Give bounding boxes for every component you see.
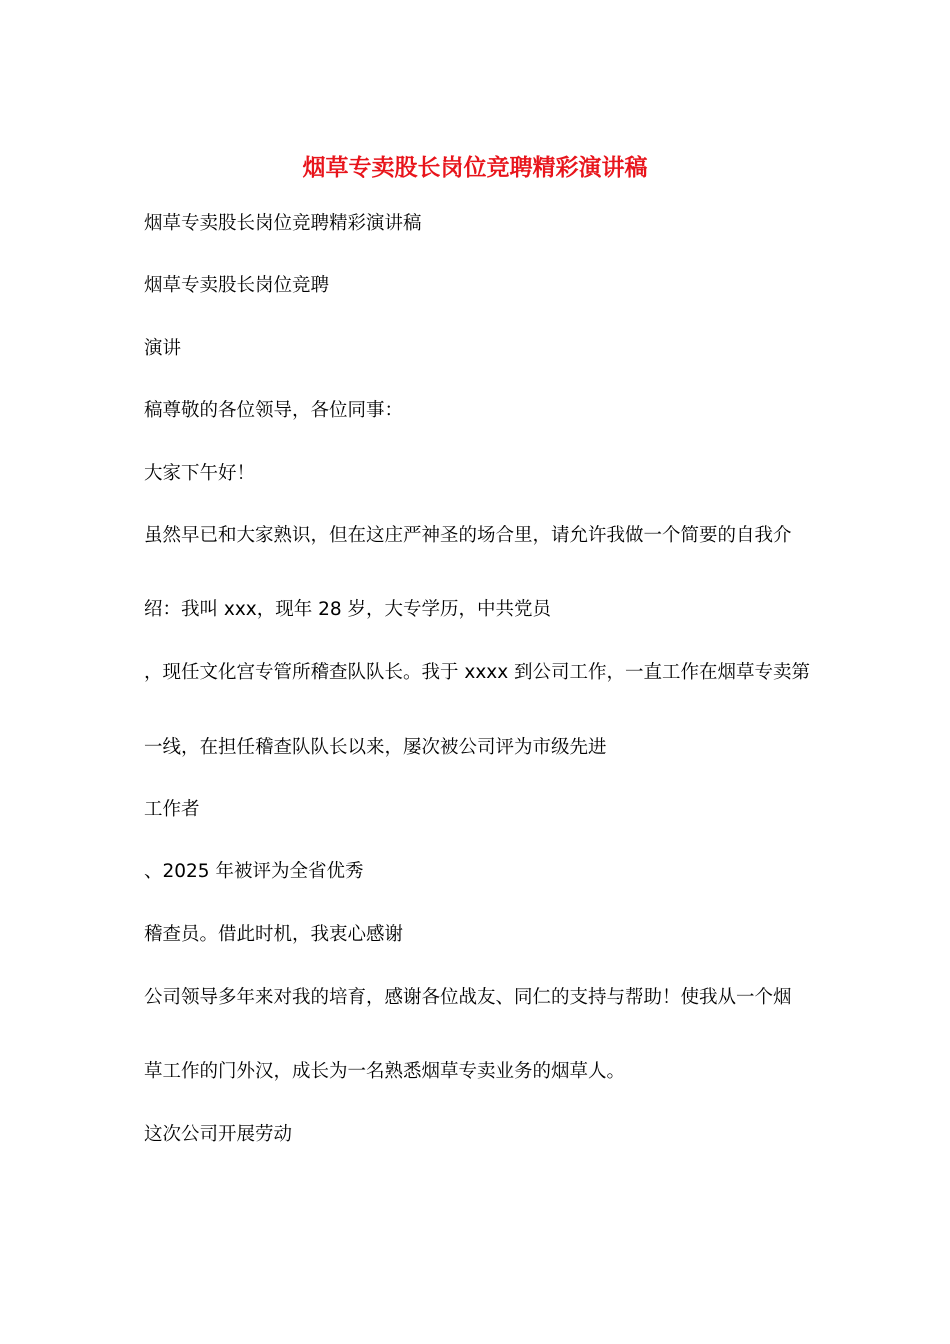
- paragraph-line: 虽然早已和大家熟识，但在这庄严神圣的场合里，请允许我做一个简要的自我介: [144, 525, 792, 546]
- paragraph-line: 烟草专卖股长岗位竞聘: [144, 275, 330, 296]
- paragraph-line: 这次公司开展劳动: [144, 1124, 293, 1145]
- paragraph-line: 工作者: [144, 799, 200, 820]
- paragraph-line: 、2025 年被评为全省优秀: [144, 861, 364, 882]
- paragraph-line: 稽查员。借此时机，我衷心感谢: [144, 924, 404, 945]
- paragraph-line: 演讲: [144, 338, 182, 359]
- paragraph-line: 公司领导多年来对我的培育，感谢各位战友、同仁的支持与帮助！使我从一个烟: [144, 987, 792, 1008]
- paragraph-line: 一线，在担任稽查队队长以来，屡次被公司评为市级先进: [144, 737, 607, 758]
- document-title: 烟草专卖股长岗位竞聘精彩演讲稿: [302, 155, 648, 181]
- paragraph-line: 草工作的门外汉，成长为一名熟悉烟草专卖业务的烟草人。: [144, 1061, 626, 1082]
- paragraph-line: 绍：我叫 xxx，现年 28 岁，大专学历，中共党员: [144, 599, 552, 620]
- paragraph-line: 烟草专卖股长岗位竞聘精彩演讲稿: [144, 213, 422, 234]
- paragraph-line: 大家下午好！: [144, 463, 256, 484]
- paragraph-line: ，现任文化宫专管所稽查队队长。我于 xxxx 到公司工作，一直工作在烟草专卖第: [144, 662, 811, 683]
- paragraph-line: 稿尊敬的各位领导，各位同事：: [144, 400, 404, 421]
